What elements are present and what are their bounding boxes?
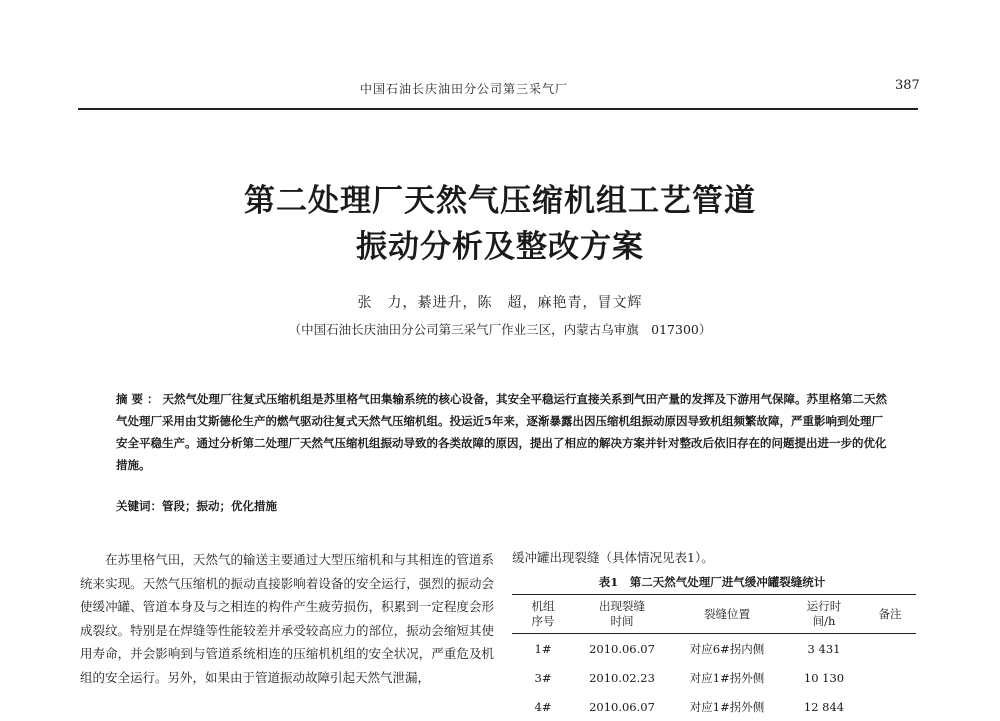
header-run-hours: 运行时 间/h (784, 595, 864, 634)
cell-note (864, 634, 916, 664)
title-line-2: 振动分析及整改方案 (356, 229, 644, 265)
keywords-text: 管段；振动；优化措施 (162, 499, 277, 513)
body-text-left-column (80, 548, 494, 711)
table-row (512, 634, 916, 664)
author-list: 张 力，綦进升，陈 超，麻艳青，冒文辉 (357, 295, 643, 311)
right-column-intro: 缓冲罐出现裂缝（具体情况见表1）。 (512, 550, 714, 565)
crack-statistics-table (512, 594, 916, 721)
header-crack-location: 裂缝位置 (670, 595, 784, 634)
table-row (512, 692, 916, 721)
running-header (0, 80, 1000, 100)
abstract (116, 388, 894, 476)
journal-name: 中国石油长庆油田分公司第三采气厂 (360, 82, 569, 96)
cell-location: 对应1#拐外侧 (689, 699, 765, 714)
cell-unit: 4# (534, 699, 552, 714)
cell-date: 2010.06.07 (589, 699, 655, 714)
cell-hours: 12 844 (803, 699, 845, 714)
header-note: 备注 (864, 595, 916, 634)
table-caption: 表1 第二天然气处理厂进气缓冲罐裂缝统计 (598, 575, 826, 589)
header-rule (78, 108, 918, 110)
cell-unit: 1# (534, 641, 552, 656)
cell-date: 2010.06.07 (589, 641, 655, 656)
abstract-text: 天然气处理厂往复式压缩机组是苏里格气田集输系统的核心设备，其安全平稳运行直接关系到气田产量的发挥及下游用气保障。苏里格第二天然气处理厂采用由艾斯德伦生产的燃气驱动往复式天然气压缩机组。投运近5年来，逐渐暴露出因压缩机组振动原因导致机组频繁故障，严重影响到处理厂安全平稳生产。通过分析第二处理厂天然气压缩机组振动导致的各类故障的原因，提出了相应的解决方案并针对整改后依旧存在的问题提出进一步的优化措施。 (116, 392, 887, 472)
cell-location: 对应6#拐内侧 (689, 641, 765, 656)
body-paragraph: 在苏里格气田，天然气的输送主要通过大型压缩机和与其相连的管道系统来实现。天然气压缩机的振动直接影响着设备的安全运行，强烈的振动会使缓冲罐、管道本身及与之相连的构件产生疲劳损伤，积累到一定程度会形成裂纹。特别是在焊缝等性能较差并承受较高应力的部位，振动会缩短其使用寿命，并会影响到与管道系统相连的压缩机机组的安全状况，严重危及机组的安全运行。另外，如果由于管道振动故障引起天然气泄漏， (80, 552, 494, 685)
table-header-row (512, 595, 916, 634)
keywords-label: 关键词： (116, 499, 162, 513)
table-row (512, 663, 916, 692)
cell-note (864, 663, 916, 692)
author-affiliation: （中国石油长庆油田分公司第三采气厂作业三区，内蒙古乌审旗 017300） (288, 322, 712, 337)
cell-unit: 3# (534, 670, 552, 685)
cell-note (864, 692, 916, 721)
abstract-label: 摘要： (116, 392, 163, 406)
header-unit: 机组 序号 (512, 595, 574, 634)
article-title (0, 178, 1000, 270)
cell-hours: 10 130 (803, 670, 845, 685)
title-line-1: 第二处理厂天然气压缩机组工艺管道 (244, 183, 756, 219)
page-number: 387 (895, 78, 920, 93)
header-crack-date: 出现裂缝 时间 (574, 595, 670, 634)
cell-hours: 3 431 (807, 641, 841, 656)
cell-date: 2010.02.23 (589, 670, 655, 685)
keywords (116, 498, 894, 514)
cell-location: 对应1#拐外侧 (689, 670, 765, 685)
